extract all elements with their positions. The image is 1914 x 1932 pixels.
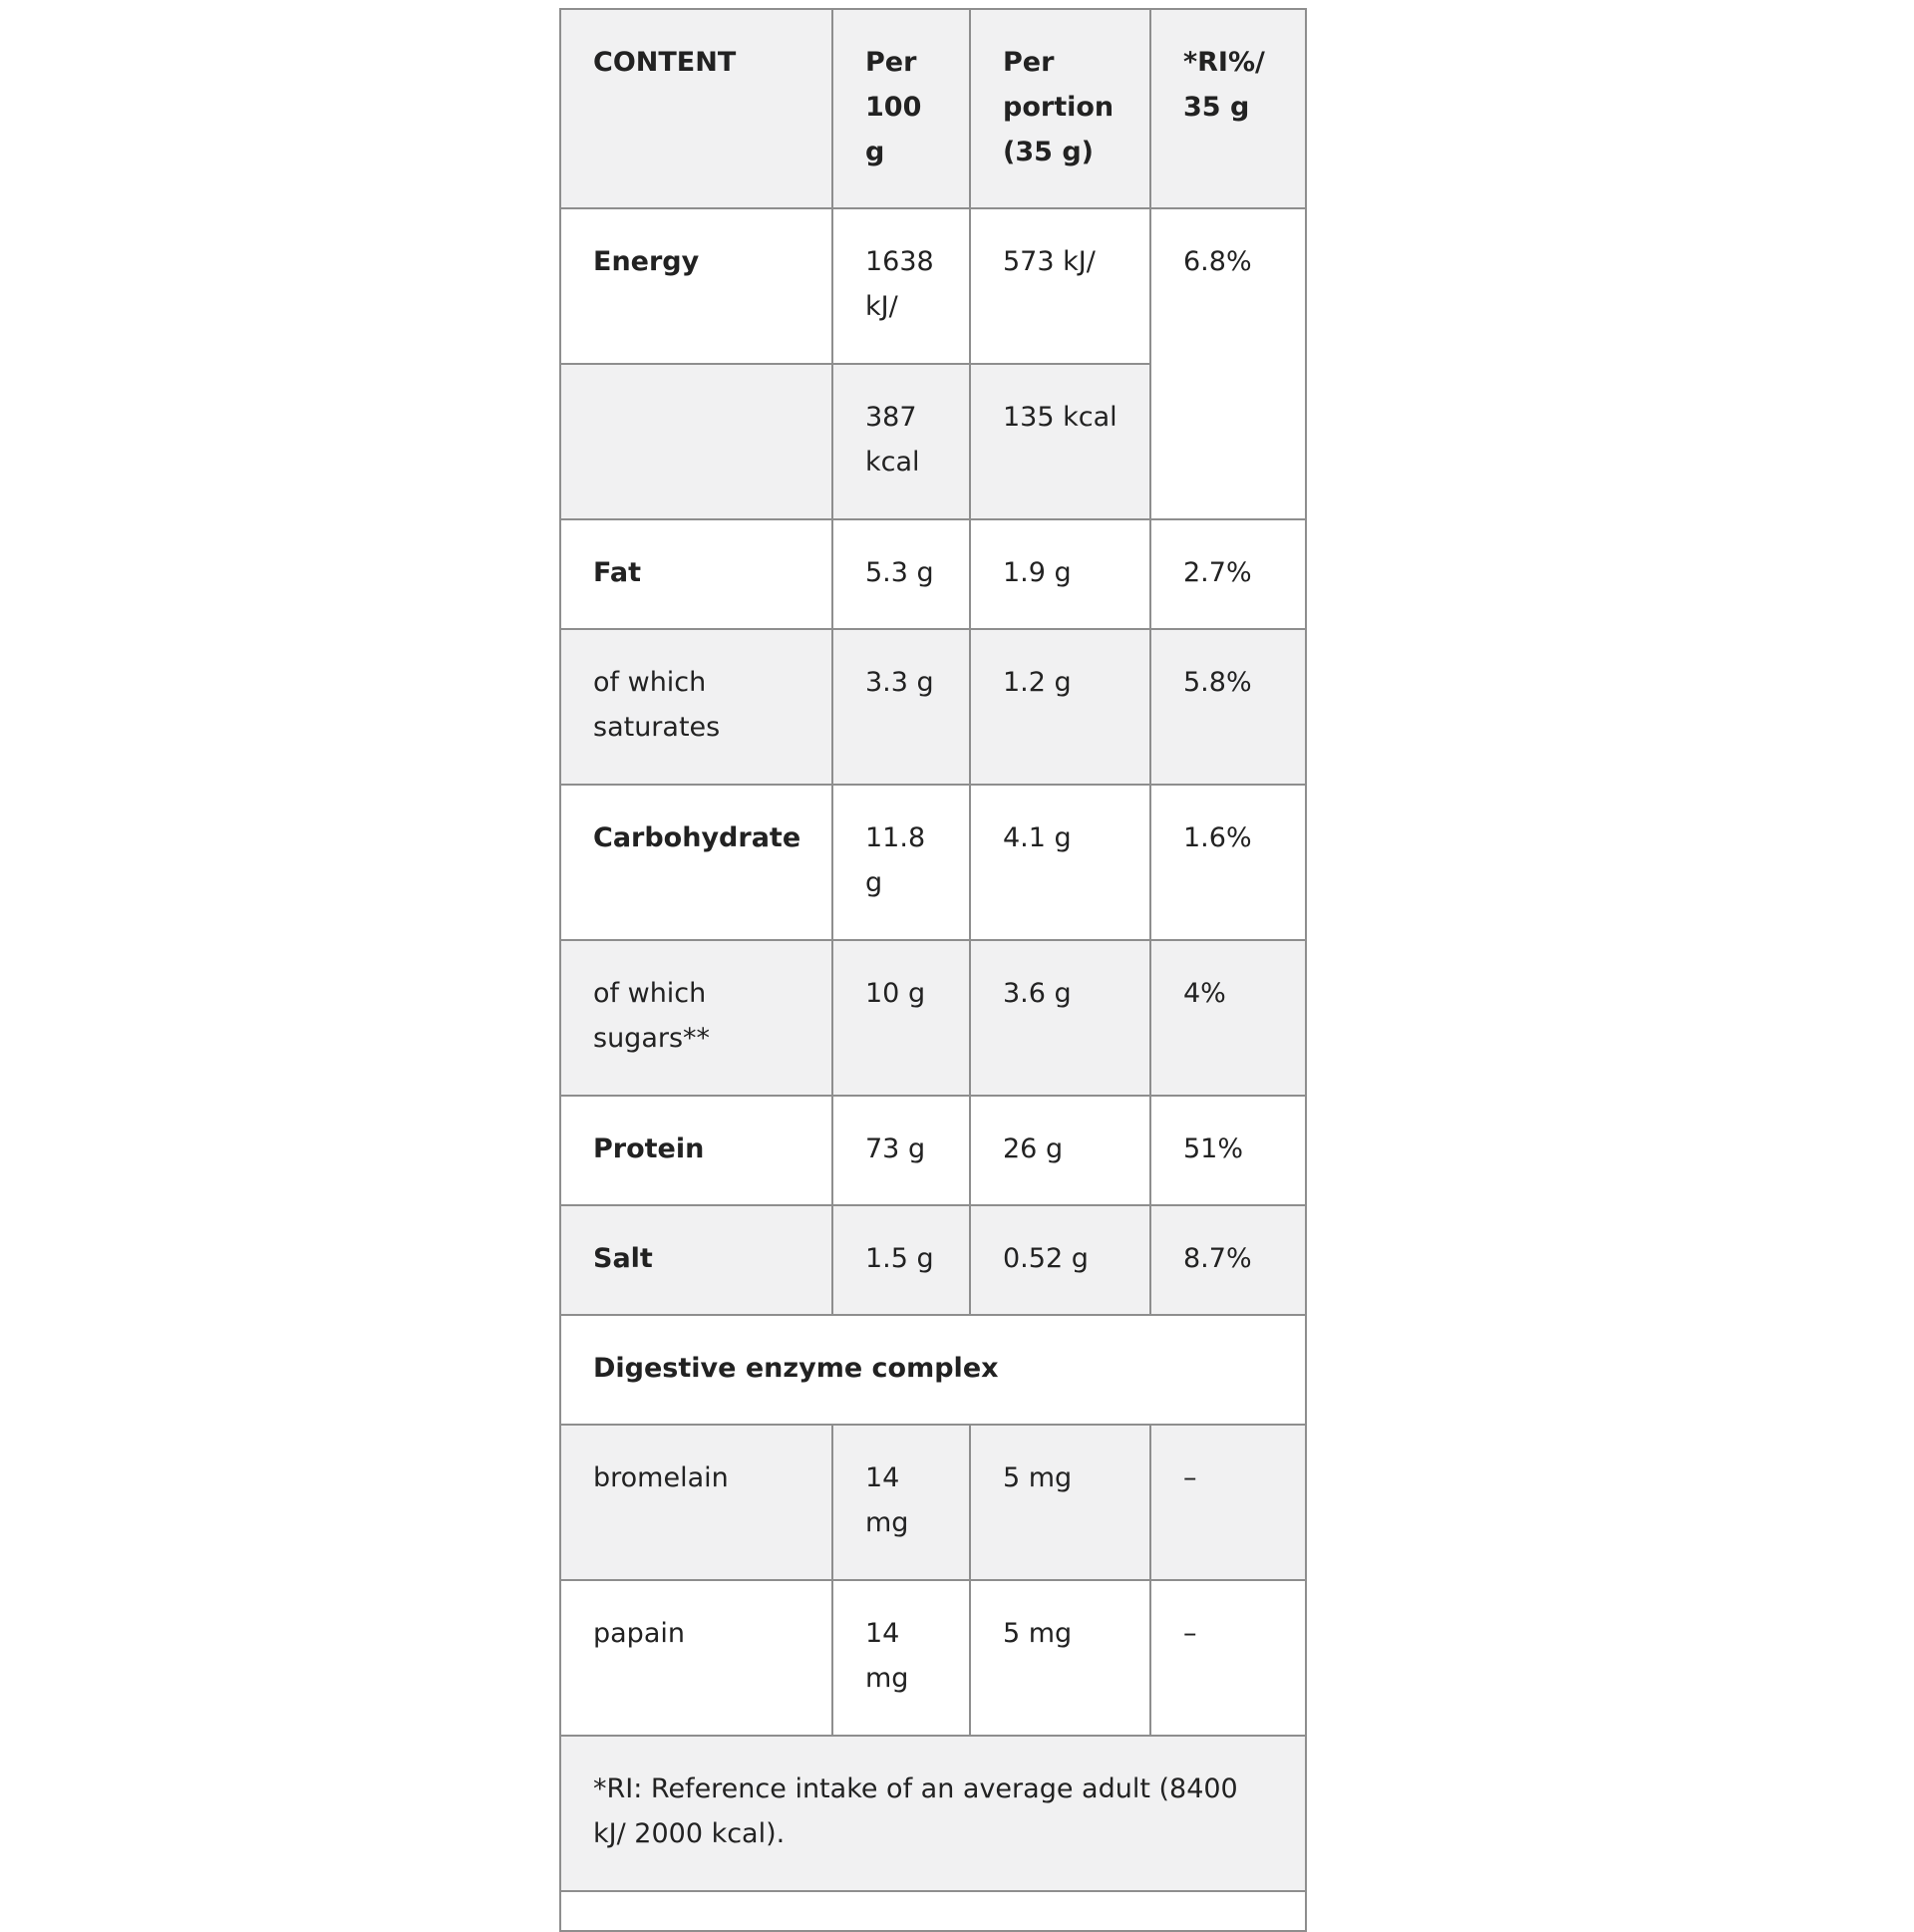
energy-kj-per-100g: 1638 kJ/ (832, 208, 970, 364)
nutrient-ri: 8.7% (1150, 1205, 1306, 1315)
nutrient-ri: 4% (1150, 940, 1306, 1096)
enzyme-section-heading: Digestive enzyme complex (560, 1315, 1306, 1425)
nutrient-ri: 51% (1150, 1096, 1306, 1205)
enzyme-per-100g: 14 mg (832, 1580, 970, 1736)
nutrient-per-portion: 4.1 g (970, 785, 1150, 940)
nutrient-per-100g: 11.8 g (832, 785, 970, 940)
nutrient-row-carbohydrate (560, 785, 1306, 940)
nutrient-row-saturates (560, 629, 1306, 785)
nutrient-ri: 5.8% (1150, 629, 1306, 785)
enzyme-section-row (560, 1315, 1306, 1425)
nutrient-per-portion: 3.6 g (970, 940, 1150, 1096)
enzyme-row-papain (560, 1580, 1306, 1736)
header-per-portion: Per portion (35 g) (970, 9, 1150, 208)
nutrient-label: of which sugars** (560, 940, 832, 1096)
nutrient-label: of which saturates (560, 629, 832, 785)
nutrient-row-fat (560, 519, 1306, 629)
table-trailing-row (560, 1891, 1306, 1931)
nutrient-label: Fat (560, 519, 832, 629)
energy-ri: 6.8% (1150, 208, 1306, 519)
nutrient-row-sugars (560, 940, 1306, 1096)
nutrient-per-100g: 3.3 g (832, 629, 970, 785)
nutrient-ri: 1.6% (1150, 785, 1306, 940)
nutrient-row-salt (560, 1205, 1306, 1315)
header-row (560, 9, 1306, 208)
header-content: CONTENT (560, 9, 832, 208)
enzyme-row-bromelain (560, 1425, 1306, 1580)
nutrient-per-portion: 0.52 g (970, 1205, 1150, 1315)
enzyme-ri: – (1150, 1580, 1306, 1736)
nutrition-table (559, 8, 1307, 1932)
table-trailing-cell (560, 1891, 1306, 1931)
footnote-row (560, 1736, 1306, 1891)
nutrient-per-100g: 73 g (832, 1096, 970, 1205)
nutrient-label: Carbohydrate (560, 785, 832, 940)
nutrient-per-portion: 1.9 g (970, 519, 1150, 629)
header-per-100g: Per 100 g (832, 9, 970, 208)
nutrient-label: Protein (560, 1096, 832, 1205)
energy-kj-per-portion: 573 kJ/ (970, 208, 1150, 364)
energy-kcal-per-100g: 387 kcal (832, 364, 970, 519)
enzyme-ri: – (1150, 1425, 1306, 1580)
energy-kcal-label-empty (560, 364, 832, 519)
enzyme-per-portion: 5 mg (970, 1425, 1150, 1580)
nutrient-per-portion: 26 g (970, 1096, 1150, 1205)
enzyme-label: bromelain (560, 1425, 832, 1580)
nutrient-ri: 2.7% (1150, 519, 1306, 629)
enzyme-per-portion: 5 mg (970, 1580, 1150, 1736)
energy-kj-row (560, 208, 1306, 364)
header-ri: *RI%/ 35 g (1150, 9, 1306, 208)
footnote-text: *RI: Reference intake of an average adult (8400 kJ/ 2000 kcal). (560, 1736, 1306, 1891)
nutrient-label: Salt (560, 1205, 832, 1315)
nutrient-per-portion: 1.2 g (970, 629, 1150, 785)
energy-label: Energy (560, 208, 832, 364)
nutrient-row-protein (560, 1096, 1306, 1205)
energy-kcal-per-portion: 135 kcal (970, 364, 1150, 519)
nutrient-per-100g: 5.3 g (832, 519, 970, 629)
nutrient-per-100g: 1.5 g (832, 1205, 970, 1315)
nutrient-per-100g: 10 g (832, 940, 970, 1096)
enzyme-label: papain (560, 1580, 832, 1736)
enzyme-per-100g: 14 mg (832, 1425, 970, 1580)
